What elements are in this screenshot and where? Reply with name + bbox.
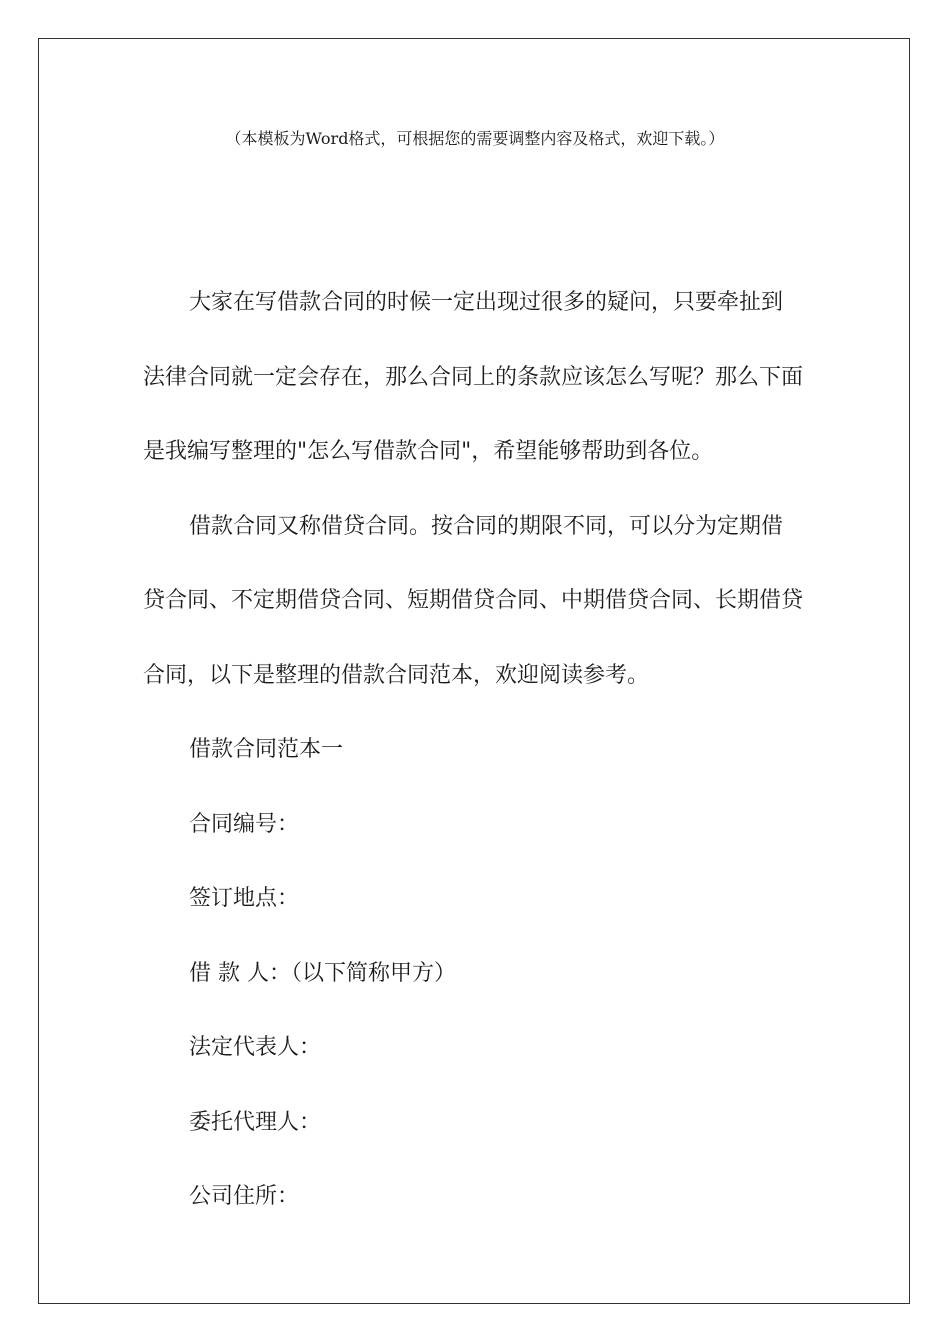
intro-paragraph: 大家在写借款合同的时候一定出现过很多的疑问，只要牵扯到法律合同就一定会存在，那么合同上的条款应该怎么写呢？那么下面是我编写整理的"怎么写借款合同"，希望能够帮助到各位。 — [143, 290, 804, 464]
section-title: 借款合同范本一 — [189, 737, 344, 762]
legal-representative-field: 法定代表人： — [189, 1035, 322, 1060]
agent-field: 委托代理人： — [189, 1109, 322, 1135]
document-body — [143, 266, 803, 1235]
signing-place-field: 签订地点： — [189, 886, 300, 911]
borrower-field: 借 款 人：（以下简称甲方） — [189, 960, 456, 986]
contract-number-field: 合同编号： — [189, 811, 300, 837]
definition-paragraph: 借款合同又称借贷合同。按合同的期限不同，可以分为定期借贷合同、不定期借贷合同、短期借贷合同、中期借贷合同、长期借贷合同，以下是整理的借款合同范本，欢迎阅读参考。 — [143, 513, 804, 688]
company-address-field: 公司住所： — [189, 1184, 300, 1209]
template-note: （本模板为Word格式，可根据您的需要调整内容及格式，欢迎下载。） — [225, 129, 725, 148]
